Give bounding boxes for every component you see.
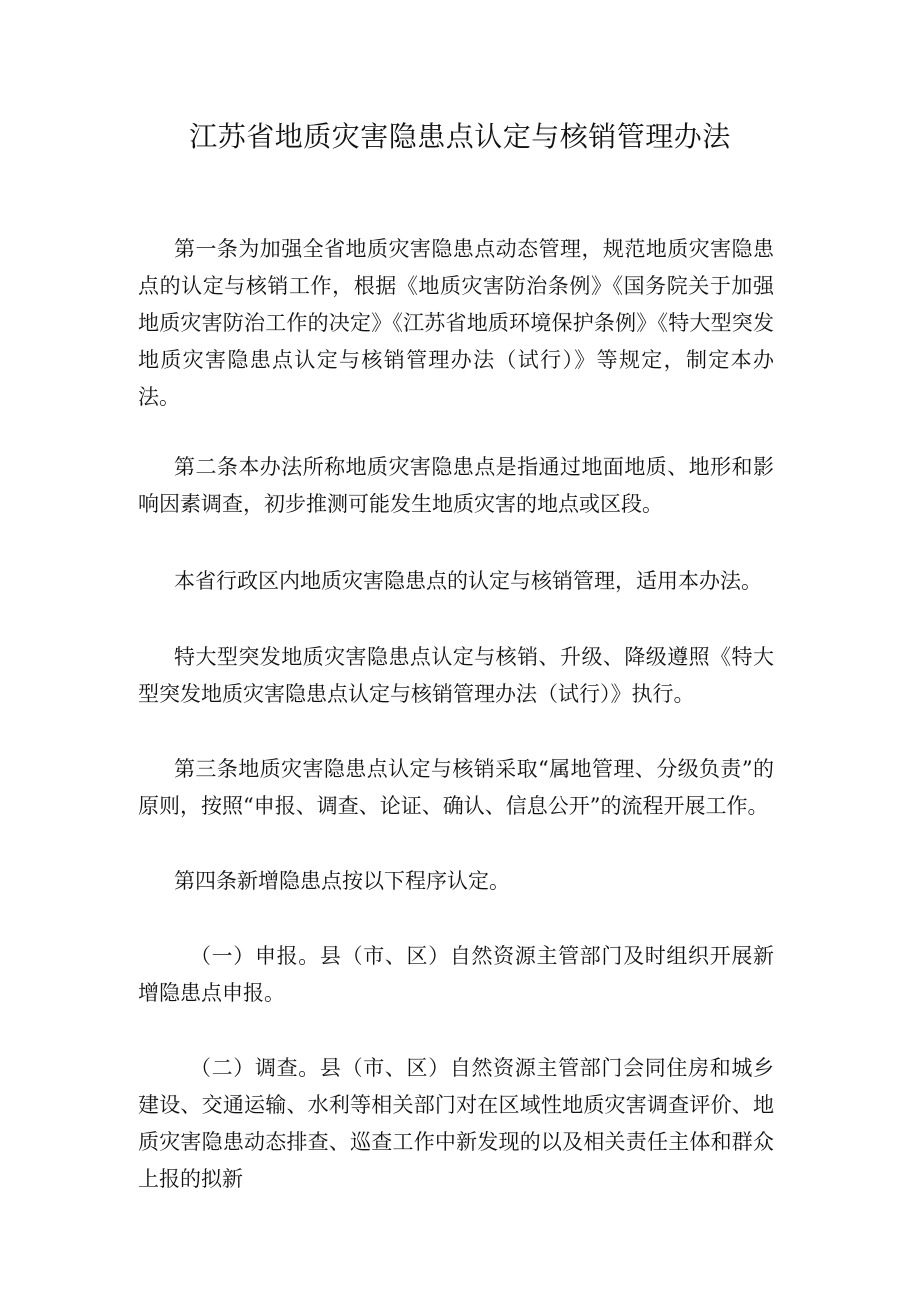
document-body <box>138 231 774 1230</box>
paragraph-article-2: 第二条本办法所称地质灾害隐患点是指通过地面地质、地形和影响因素调查，初步推测可能发生地质灾害的地点或区段。 <box>138 455 774 516</box>
document-title: 江苏省地质灾害隐患点认定与核销管理办法 <box>189 120 731 153</box>
paragraph-article-3: 第三条地质灾害隐患点认定与核销采取“属地管理、分级负责”的原则，按照“申报、调查、论证、确认、信息公开”的流程开展工作。 <box>138 757 774 818</box>
paragraph-special-cases: 特大型突发地质灾害隐患点认定与核销、升级、降级遵照《特大型突发地质灾害隐患点认定与核销管理办法（试行）》执行。 <box>138 645 774 706</box>
paragraph-article-4: 第四条新增隐患点按以下程序认定。 <box>174 869 510 893</box>
paragraph-item-2-survey: （二）调查。县（市、区）自然资源主管部门会同住房和城乡建设、交通运输、水利等相关部门对在区域性地质灾害调查评价、地质灾害隐患动态排查、巡查工作中新发现的以及相关责任主体和群众上报的拟新 <box>138 1056 774 1191</box>
paragraph-scope: 本省行政区内地质灾害隐患点的认定与核销管理，适用本办法。 <box>174 569 762 593</box>
paragraph-item-1-report: （一）申报。县（市、区）自然资源主管部门及时组织开展新增隐患点申报。 <box>138 944 774 1005</box>
paragraph-article-1: 第一条为加强全省地质灾害隐患点动态管理，规范地质灾害隐患点的认定与核销工作，根据《地质灾害防治条例》《国务院关于加强地质灾害防治工作的决定》《江苏省地质环境保护条例》《特大型突发地质灾害隐患点认定与核销管理办法（试行）》等规定，制定本办法。 <box>138 237 774 409</box>
